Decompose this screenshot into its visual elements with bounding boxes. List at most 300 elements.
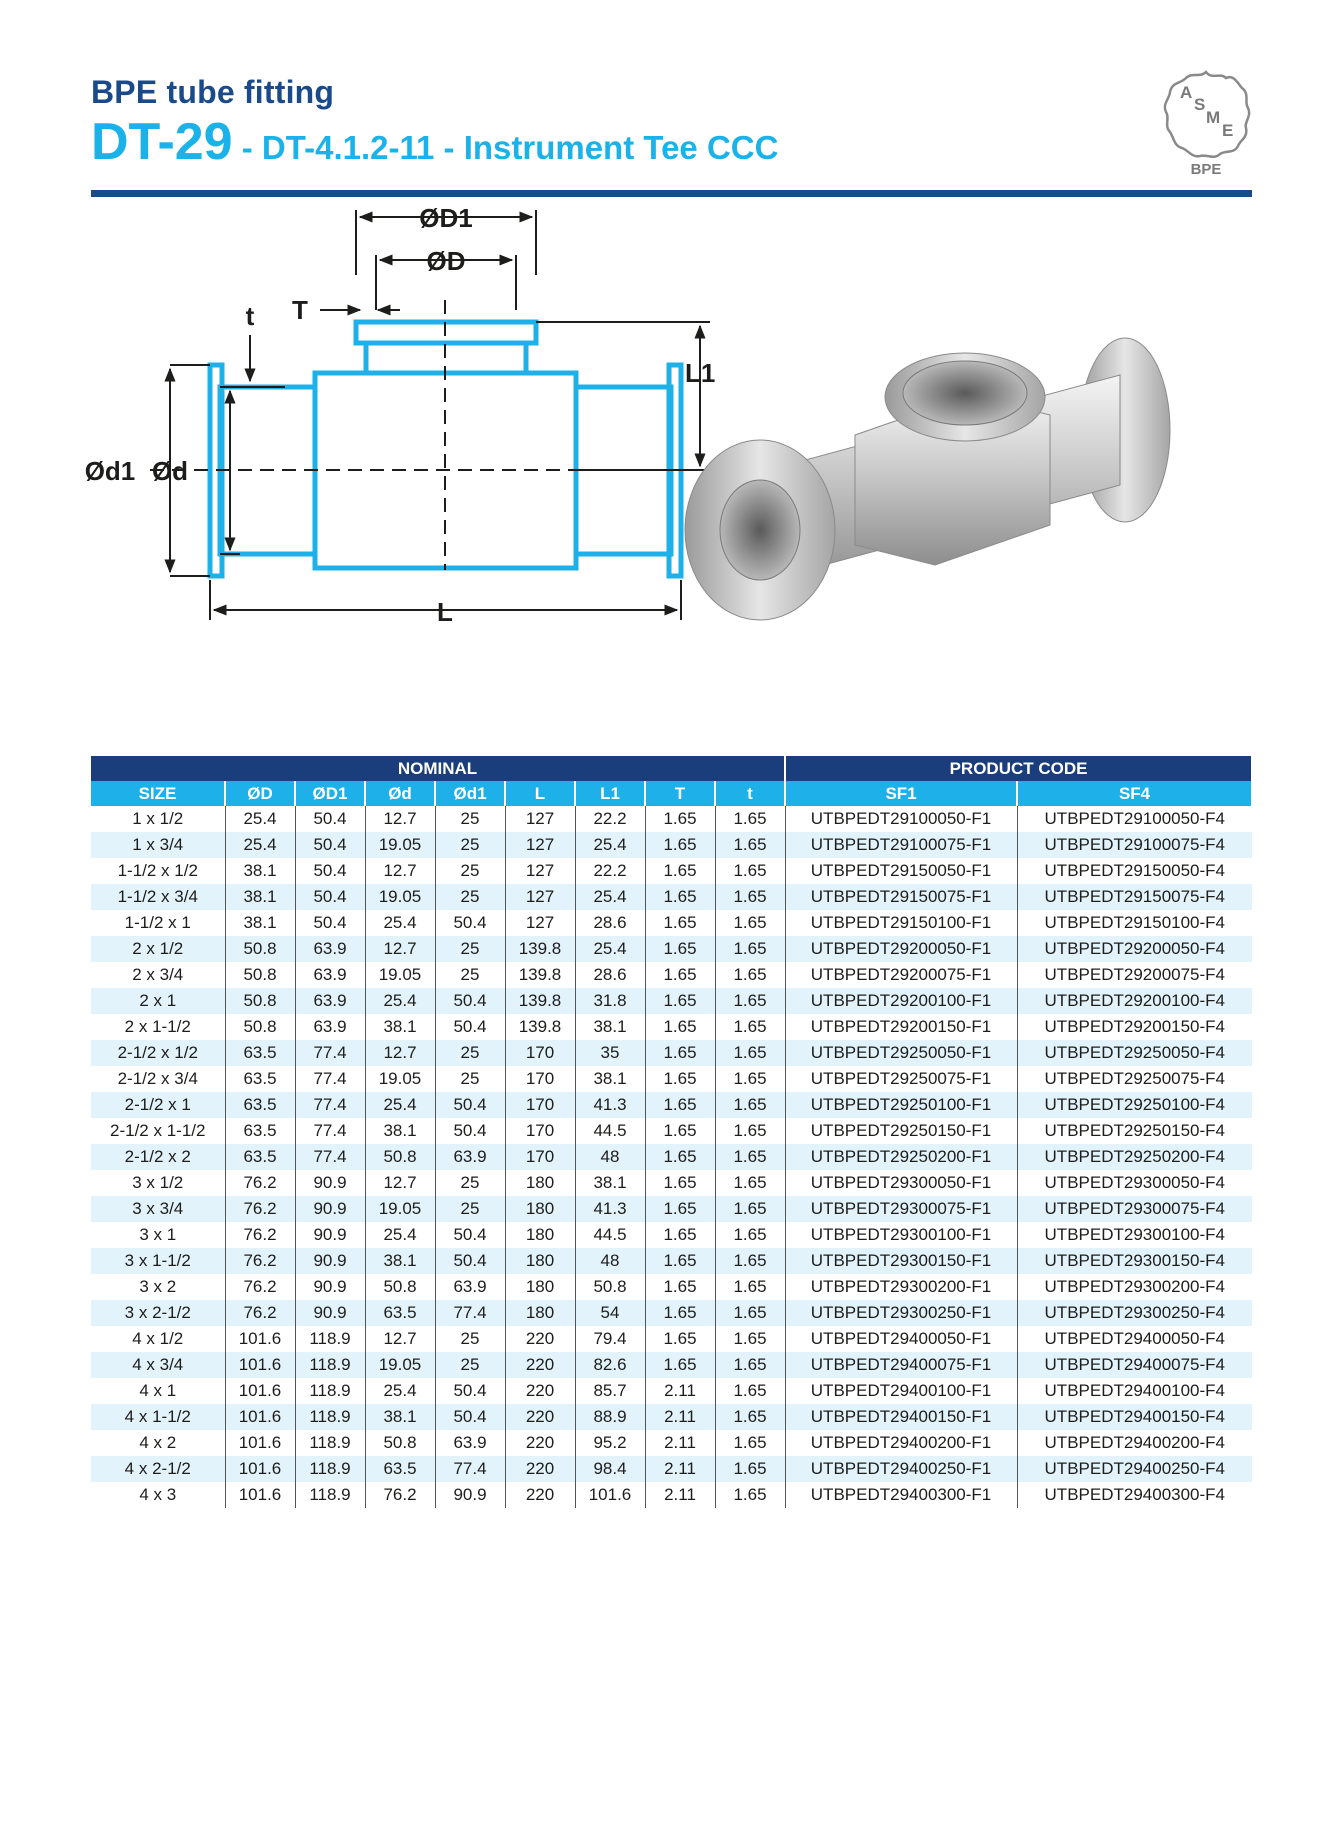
value-cell: 41.3 — [575, 1196, 645, 1222]
value-cell: 1.65 — [645, 1040, 715, 1066]
value-cell: 127 — [505, 858, 575, 884]
value-cell: 1.65 — [715, 1482, 785, 1508]
product-image — [690, 335, 1250, 730]
value-cell: 170 — [505, 1118, 575, 1144]
value-cell: 22.2 — [575, 806, 645, 832]
value-cell: 1.65 — [715, 1092, 785, 1118]
model-description: - DT-4.1.2-11 - Instrument Tee CCC — [232, 129, 779, 166]
product-code-cell: UTBPEDT29400050-F1 — [785, 1326, 1017, 1352]
value-cell: 50.4 — [435, 1118, 505, 1144]
value-cell: 1.65 — [645, 1014, 715, 1040]
value-cell: 41.3 — [575, 1092, 645, 1118]
value-cell: 76.2 — [225, 1300, 295, 1326]
table-row — [91, 1248, 1252, 1274]
value-cell: 50.4 — [435, 1222, 505, 1248]
table-row — [91, 884, 1252, 910]
value-cell: 1.65 — [715, 884, 785, 910]
value-cell: 127 — [505, 806, 575, 832]
size-cell: 3 x 3/4 — [91, 1196, 225, 1222]
column-header: SIZE — [91, 781, 225, 806]
label-t: t — [245, 301, 255, 331]
product-code-cell: UTBPEDT29250100-F1 — [785, 1092, 1017, 1118]
value-cell: 220 — [505, 1430, 575, 1456]
product-code-cell: UTBPEDT29400300-F1 — [785, 1482, 1017, 1508]
value-cell: 1.65 — [645, 988, 715, 1014]
label-od-left: Ød — [151, 456, 189, 486]
product-code-cell: UTBPEDT29300050-F1 — [785, 1170, 1017, 1196]
value-cell: 90.9 — [295, 1222, 365, 1248]
product-code-cell: UTBPEDT29200100-F1 — [785, 988, 1017, 1014]
spec-table — [91, 756, 1253, 1508]
table-row — [91, 1300, 1252, 1326]
value-cell: 25.4 — [575, 936, 645, 962]
value-cell: 90.9 — [295, 1196, 365, 1222]
value-cell: 25.4 — [365, 1222, 435, 1248]
value-cell: 90.9 — [435, 1482, 505, 1508]
value-cell: 1.65 — [715, 1196, 785, 1222]
value-cell: 220 — [505, 1326, 575, 1352]
column-header: t — [715, 781, 785, 806]
value-cell: 1.65 — [715, 1274, 785, 1300]
product-code-cell: UTBPEDT29250050-F1 — [785, 1040, 1017, 1066]
value-cell: 54 — [575, 1300, 645, 1326]
size-cell: 2-1/2 x 1-1/2 — [91, 1118, 225, 1144]
value-cell: 12.7 — [365, 806, 435, 832]
table-row — [91, 1404, 1252, 1430]
size-cell: 2 x 3/4 — [91, 962, 225, 988]
value-cell: 50.4 — [435, 1378, 505, 1404]
value-cell: 1.65 — [645, 1326, 715, 1352]
value-cell: 220 — [505, 1404, 575, 1430]
product-code-cell: UTBPEDT29300075-F1 — [785, 1196, 1017, 1222]
product-code-cell: UTBPEDT29200150-F4 — [1044, 1017, 1226, 1036]
value-cell: 77.4 — [295, 1144, 365, 1170]
value-cell: 12.7 — [365, 1326, 435, 1352]
value-cell: 180 — [505, 1196, 575, 1222]
value-cell: 50.4 — [295, 806, 365, 832]
value-cell: 63.9 — [295, 1014, 365, 1040]
product-code-cell: UTBPEDT29300250-F4 — [1017, 1300, 1252, 1326]
value-cell: 76.2 — [225, 1196, 295, 1222]
column-header: ØD1 — [295, 781, 365, 806]
value-cell: 25.4 — [575, 832, 645, 858]
value-cell: 1.65 — [715, 1066, 785, 1092]
value-cell: 2.11 — [645, 1456, 715, 1482]
value-cell: 180 — [505, 1222, 575, 1248]
value-cell: 101.6 — [225, 1352, 295, 1378]
value-cell: 82.6 — [575, 1352, 645, 1378]
value-cell: 90.9 — [295, 1170, 365, 1196]
table-row — [91, 910, 1252, 936]
value-cell: 118.9 — [295, 1430, 365, 1456]
product-code-cell: UTBPEDT29400200-F1 — [785, 1430, 1017, 1456]
value-cell: 118.9 — [295, 1456, 365, 1482]
value-cell: 101.6 — [225, 1456, 295, 1482]
value-cell: 2.11 — [645, 1404, 715, 1430]
value-cell: 1.65 — [715, 1378, 785, 1404]
value-cell: 1.65 — [715, 806, 785, 832]
size-cell: 4 x 1/2 — [91, 1326, 225, 1352]
table-row — [91, 988, 1252, 1014]
label-L1: L1 — [685, 358, 716, 388]
value-cell: 101.6 — [575, 1482, 645, 1508]
value-cell: 12.7 — [365, 858, 435, 884]
value-cell: 63.5 — [225, 1118, 295, 1144]
product-code-cell: UTBPEDT29300250-F1 — [785, 1300, 1017, 1326]
product-code-cell: UTBPEDT29250075-F4 — [1044, 1069, 1226, 1088]
value-cell: 2.11 — [645, 1378, 715, 1404]
value-cell: 127 — [505, 910, 575, 936]
product-code-cell: UTBPEDT29200075-F4 — [1044, 965, 1226, 984]
value-cell: 25 — [435, 962, 505, 988]
value-cell: 38.1 — [365, 1404, 435, 1430]
value-cell: 220 — [505, 1482, 575, 1508]
value-cell: 76.2 — [225, 1170, 295, 1196]
logo-letter-m: M — [1206, 108, 1221, 127]
value-cell: 50.8 — [225, 988, 295, 1014]
value-cell: 180 — [505, 1300, 575, 1326]
value-cell: 1.65 — [715, 1118, 785, 1144]
value-cell: 50.4 — [435, 1092, 505, 1118]
value-cell: 1.65 — [645, 858, 715, 884]
value-cell: 1.65 — [645, 1222, 715, 1248]
value-cell: 25 — [435, 1066, 505, 1092]
value-cell: 25.4 — [225, 832, 295, 858]
value-cell: 1.65 — [645, 832, 715, 858]
table-row — [91, 1430, 1252, 1456]
product-code-cell: UTBPEDT29150100-F1 — [785, 910, 1017, 936]
product-code-cell: UTBPEDT29100050-F1 — [785, 806, 1017, 832]
value-cell: 48 — [575, 1248, 645, 1274]
value-cell: 25 — [435, 936, 505, 962]
value-cell: 1.65 — [715, 1144, 785, 1170]
table-row — [91, 1274, 1252, 1300]
product-code-cell: UTBPEDT29300100-F4 — [1044, 1225, 1226, 1244]
product-code-cell: UTBPEDT29300150-F1 — [785, 1248, 1017, 1274]
column-header: Ød1 — [435, 781, 505, 806]
column-header: L1 — [575, 781, 645, 806]
product-code-cell: UTBPEDT29200150-F1 — [785, 1014, 1017, 1040]
value-cell: 118.9 — [295, 1404, 365, 1430]
size-cell: 2 x 1 — [91, 988, 225, 1014]
value-cell: 50.4 — [295, 858, 365, 884]
product-code-cell: UTBPEDT29200050-F4 — [1017, 936, 1252, 962]
value-cell: 50.4 — [435, 1404, 505, 1430]
value-cell: 28.6 — [575, 910, 645, 936]
value-cell: 25.4 — [365, 1378, 435, 1404]
column-header: SF1 — [785, 781, 1017, 806]
size-cell: 4 x 1 — [91, 1378, 225, 1404]
product-code-cell: UTBPEDT29400100-F4 — [1044, 1381, 1226, 1400]
product-code-cell: UTBPEDT29400250-F4 — [1017, 1456, 1252, 1482]
size-cell: 2 x 1-1/2 — [91, 1014, 225, 1040]
column-header: ØD — [225, 781, 295, 806]
value-cell: 90.9 — [295, 1300, 365, 1326]
table-row — [91, 1456, 1252, 1482]
value-cell: 170 — [505, 1092, 575, 1118]
value-cell: 19.05 — [365, 884, 435, 910]
value-cell: 170 — [505, 1066, 575, 1092]
table-row — [91, 1118, 1252, 1144]
logo-letter-a: A — [1180, 83, 1193, 102]
value-cell: 1.65 — [715, 962, 785, 988]
size-cell: 1 x 3/4 — [91, 832, 225, 858]
value-cell: 48 — [575, 1144, 645, 1170]
technical-drawing — [70, 203, 716, 665]
model-number: DT-29 — [91, 113, 233, 171]
document-subtitle: BPE tube fitting — [91, 74, 335, 110]
value-cell: 76.2 — [365, 1482, 435, 1508]
value-cell: 1.65 — [715, 1040, 785, 1066]
value-cell: 12.7 — [365, 936, 435, 962]
product-code-cell: UTBPEDT29300200-F1 — [785, 1274, 1017, 1300]
value-cell: 38.1 — [365, 1248, 435, 1274]
value-cell: 38.1 — [365, 1014, 435, 1040]
product-code-cell: UTBPEDT29300050-F4 — [1044, 1173, 1226, 1192]
product-code-cell: UTBPEDT29150075-F1 — [785, 884, 1017, 910]
value-cell: 38.1 — [225, 884, 295, 910]
value-cell: 101.6 — [225, 1378, 295, 1404]
value-cell: 90.9 — [295, 1274, 365, 1300]
table-row — [91, 1144, 1252, 1170]
value-cell: 63.5 — [225, 1092, 295, 1118]
value-cell: 118.9 — [295, 1482, 365, 1508]
value-cell: 1.65 — [715, 988, 785, 1014]
value-cell: 77.4 — [295, 1040, 365, 1066]
size-cell: 4 x 2 — [91, 1430, 225, 1456]
product-code-cell: UTBPEDT29200100-F4 — [1017, 988, 1252, 1014]
value-cell: 50.4 — [295, 910, 365, 936]
product-code-cell: UTBPEDT29300200-F4 — [1044, 1277, 1226, 1296]
value-cell: 139.8 — [505, 1014, 575, 1040]
value-cell: 25 — [435, 806, 505, 832]
value-cell: 1.65 — [645, 1144, 715, 1170]
product-code-cell: UTBPEDT29400100-F1 — [785, 1378, 1017, 1404]
asme-bpe-logo — [1160, 68, 1252, 178]
value-cell: 118.9 — [295, 1326, 365, 1352]
value-cell: 25 — [435, 1196, 505, 1222]
value-cell: 1.65 — [645, 1352, 715, 1378]
value-cell: 2.11 — [645, 1482, 715, 1508]
value-cell: 19.05 — [365, 962, 435, 988]
value-cell: 1.65 — [645, 884, 715, 910]
value-cell: 101.6 — [225, 1404, 295, 1430]
product-code-cell: UTBPEDT29400250-F1 — [785, 1456, 1017, 1482]
value-cell: 50.4 — [435, 1248, 505, 1274]
table-row — [91, 1326, 1252, 1352]
value-cell: 50.4 — [435, 988, 505, 1014]
value-cell: 1.65 — [645, 1300, 715, 1326]
product-code-cell: UTBPEDT29250050-F4 — [1017, 1040, 1252, 1066]
value-cell: 25 — [435, 858, 505, 884]
value-cell: 63.9 — [295, 988, 365, 1014]
value-cell: 127 — [505, 832, 575, 858]
column-header: T — [645, 781, 715, 806]
value-cell: 63.9 — [435, 1274, 505, 1300]
value-cell: 25.4 — [365, 910, 435, 936]
value-cell: 180 — [505, 1170, 575, 1196]
value-cell: 28.6 — [575, 962, 645, 988]
value-cell: 50.8 — [225, 936, 295, 962]
value-cell: 220 — [505, 1352, 575, 1378]
value-cell: 63.9 — [295, 936, 365, 962]
product-code-cell: UTBPEDT29400150-F1 — [785, 1404, 1017, 1430]
value-cell: 170 — [505, 1040, 575, 1066]
size-cell: 3 x 1-1/2 — [91, 1248, 225, 1274]
table-row — [91, 1092, 1252, 1118]
value-cell: 1.65 — [645, 1092, 715, 1118]
value-cell: 19.05 — [365, 1352, 435, 1378]
size-cell: 4 x 3 — [91, 1482, 225, 1508]
value-cell: 31.8 — [575, 988, 645, 1014]
value-cell: 1.65 — [715, 1170, 785, 1196]
value-cell: 76.2 — [225, 1222, 295, 1248]
value-cell: 95.2 — [575, 1430, 645, 1456]
value-cell: 35 — [575, 1040, 645, 1066]
value-cell: 1.65 — [645, 1066, 715, 1092]
size-cell: 2-1/2 x 1/2 — [91, 1040, 225, 1066]
group-header-product-code: PRODUCT CODE — [785, 756, 1252, 781]
product-code-cell: UTBPEDT29100050-F4 — [1044, 809, 1226, 828]
label-L: L — [437, 597, 453, 627]
value-cell: 1.65 — [645, 910, 715, 936]
label-T: T — [292, 295, 308, 325]
column-header: SF4 — [1017, 781, 1252, 806]
table-row — [91, 1352, 1252, 1378]
value-cell: 63.5 — [225, 1066, 295, 1092]
value-cell: 50.8 — [365, 1274, 435, 1300]
product-code-cell: UTBPEDT29400050-F4 — [1044, 1329, 1226, 1348]
value-cell: 77.4 — [295, 1118, 365, 1144]
table-row — [91, 1196, 1252, 1222]
value-cell: 1.65 — [715, 832, 785, 858]
value-cell: 50.8 — [575, 1274, 645, 1300]
value-cell: 19.05 — [365, 1066, 435, 1092]
size-cell: 4 x 2-1/2 — [91, 1456, 225, 1482]
table-row — [91, 1482, 1252, 1508]
value-cell: 44.5 — [575, 1118, 645, 1144]
table-row — [91, 1378, 1252, 1404]
value-cell: 1.65 — [715, 1222, 785, 1248]
table-row — [91, 1040, 1252, 1066]
value-cell: 25.4 — [575, 884, 645, 910]
value-cell: 22.2 — [575, 858, 645, 884]
table-row — [91, 806, 1252, 832]
product-code-cell: UTBPEDT29250150-F4 — [1044, 1121, 1226, 1140]
product-code-cell: UTBPEDT29150075-F4 — [1017, 884, 1252, 910]
value-cell: 63.9 — [435, 1144, 505, 1170]
column-header: L — [505, 781, 575, 806]
value-cell: 25.4 — [225, 806, 295, 832]
table-row — [91, 936, 1252, 962]
value-cell: 25 — [435, 832, 505, 858]
size-cell: 1-1/2 x 1/2 — [91, 858, 225, 884]
value-cell: 25 — [435, 1326, 505, 1352]
value-cell: 220 — [505, 1456, 575, 1482]
value-cell: 1.65 — [715, 1430, 785, 1456]
value-cell: 1.65 — [715, 1326, 785, 1352]
value-cell: 50.4 — [435, 910, 505, 936]
value-cell: 77.4 — [295, 1092, 365, 1118]
table-row — [91, 858, 1252, 884]
table-row — [91, 1170, 1252, 1196]
product-code-cell: UTBPEDT29200050-F1 — [785, 936, 1017, 962]
value-cell: 101.6 — [225, 1430, 295, 1456]
value-cell: 1.65 — [645, 1170, 715, 1196]
value-cell: 50.8 — [365, 1430, 435, 1456]
size-cell: 4 x 3/4 — [91, 1352, 225, 1378]
product-code-cell: UTBPEDT29400300-F4 — [1044, 1485, 1226, 1504]
value-cell: 38.1 — [365, 1118, 435, 1144]
label-od1-left: Ød1 — [84, 456, 136, 486]
value-cell: 25 — [435, 1040, 505, 1066]
product-code-cell: UTBPEDT29400075-F4 — [1017, 1352, 1252, 1378]
table-row — [91, 832, 1252, 858]
size-cell: 2-1/2 x 3/4 — [91, 1066, 225, 1092]
value-cell: 1.65 — [715, 858, 785, 884]
value-cell: 1.65 — [715, 1352, 785, 1378]
value-cell: 50.8 — [225, 962, 295, 988]
value-cell: 50.4 — [295, 884, 365, 910]
logo-caption: BPE — [1190, 161, 1222, 178]
value-cell: 1.65 — [645, 1248, 715, 1274]
value-cell: 19.05 — [365, 1196, 435, 1222]
table-row — [91, 1066, 1252, 1092]
value-cell: 1.65 — [715, 1248, 785, 1274]
value-cell: 1.65 — [715, 1300, 785, 1326]
document-title — [91, 112, 778, 172]
value-cell: 101.6 — [225, 1482, 295, 1508]
value-cell: 50.8 — [365, 1144, 435, 1170]
size-cell: 3 x 1 — [91, 1222, 225, 1248]
size-cell: 1-1/2 x 1 — [91, 910, 225, 936]
value-cell: 101.6 — [225, 1326, 295, 1352]
product-code-cell: UTBPEDT29100075-F1 — [785, 832, 1017, 858]
product-code-cell: UTBPEDT29250075-F1 — [785, 1066, 1017, 1092]
product-code-cell: UTBPEDT29400200-F4 — [1044, 1433, 1226, 1452]
size-cell: 2-1/2 x 1 — [91, 1092, 225, 1118]
logo-letter-e: E — [1222, 121, 1234, 140]
value-cell: 38.1 — [575, 1066, 645, 1092]
value-cell: 1.65 — [715, 1456, 785, 1482]
value-cell: 170 — [505, 1144, 575, 1170]
value-cell: 139.8 — [505, 936, 575, 962]
value-cell: 1.65 — [645, 1196, 715, 1222]
value-cell: 90.9 — [295, 1248, 365, 1274]
value-cell: 139.8 — [505, 962, 575, 988]
product-code-cell: UTBPEDT29400075-F1 — [785, 1352, 1017, 1378]
product-code-cell: UTBPEDT29100075-F4 — [1017, 832, 1252, 858]
value-cell: 77.4 — [435, 1456, 505, 1482]
label-od-top: ØD — [426, 246, 466, 276]
size-cell: 1-1/2 x 3/4 — [91, 884, 225, 910]
product-code-cell: UTBPEDT29150050-F4 — [1044, 861, 1226, 880]
value-cell: 1.65 — [645, 1118, 715, 1144]
value-cell: 19.05 — [365, 832, 435, 858]
value-cell: 25 — [435, 1352, 505, 1378]
value-cell: 50.4 — [295, 832, 365, 858]
size-cell: 3 x 2 — [91, 1274, 225, 1300]
value-cell: 38.1 — [575, 1170, 645, 1196]
value-cell: 76.2 — [225, 1274, 295, 1300]
value-cell: 25.4 — [365, 988, 435, 1014]
value-cell: 63.5 — [225, 1040, 295, 1066]
value-cell: 180 — [505, 1248, 575, 1274]
value-cell: 25 — [435, 1170, 505, 1196]
value-cell: 1.65 — [645, 1274, 715, 1300]
value-cell: 127 — [505, 884, 575, 910]
value-cell: 139.8 — [505, 988, 575, 1014]
